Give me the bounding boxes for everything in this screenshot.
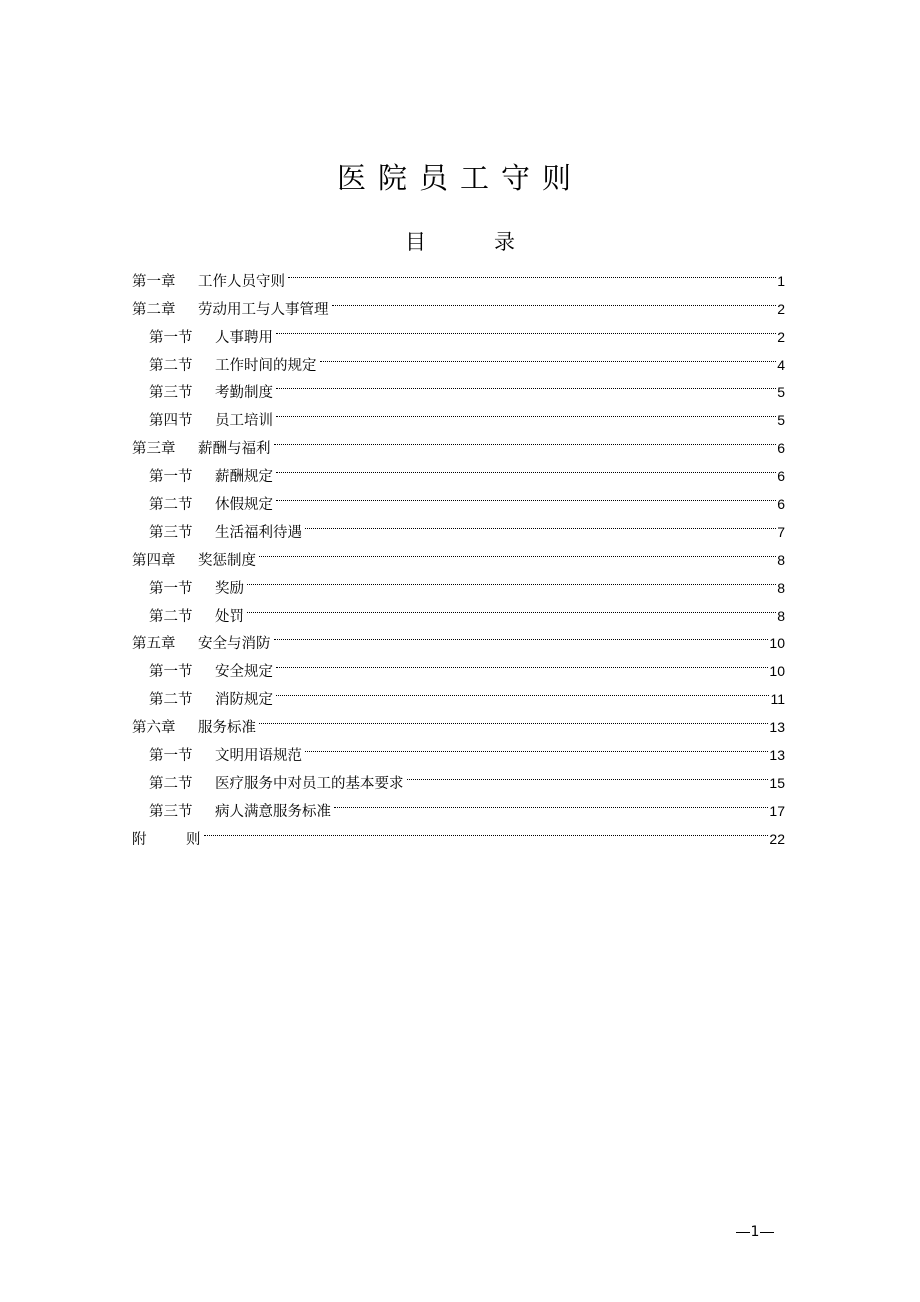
dot-leader: [305, 509, 776, 537]
dot-leader: [274, 621, 769, 649]
dot-leader: [276, 314, 776, 342]
toc-entry-page: 2: [777, 300, 785, 317]
toc-heading: [0, 227, 920, 257]
toc-entry-page: 11: [770, 691, 785, 708]
toc-entry-page: 8: [777, 579, 785, 596]
toc-entry-number: 第二节: [149, 775, 193, 792]
dot-leader: [247, 565, 776, 593]
toc-entry-number: 第三章: [132, 441, 176, 458]
page-number: [720, 1222, 790, 1242]
dot-leader: [407, 760, 769, 788]
footer-dash-right: [760, 1232, 774, 1233]
toc-entry-title: 劳动用工与人事管理: [198, 301, 329, 318]
toc-entry-number: 第二节: [149, 608, 193, 625]
dot-leader: [334, 788, 768, 816]
toc-entry-page: 1: [777, 272, 785, 289]
dot-leader: [320, 342, 777, 370]
toc-entry-page: 6: [777, 496, 785, 513]
dot-leader: [276, 453, 776, 481]
toc-entry-number: 第一节: [149, 469, 193, 486]
toc-entry-number: 第六章: [132, 720, 176, 737]
toc-entry-title: 文明用语规范: [215, 748, 302, 765]
dot-leader: [276, 648, 768, 676]
toc-entry-number: 第四节: [149, 413, 193, 430]
dot-leader: [332, 286, 777, 314]
toc-entry-title: 薪酬与福利: [198, 441, 271, 458]
toc-entry-page: 4: [777, 356, 785, 373]
page-number-value: 1: [750, 1224, 760, 1240]
toc-entry-page: 7: [777, 523, 785, 540]
toc-entry-title: 病人满意服务标准: [215, 803, 331, 820]
toc-entry-title: 则: [186, 831, 201, 848]
toc-entry-page: 6: [777, 440, 785, 457]
toc-entry-number: 第二节: [149, 497, 193, 514]
toc-entry-number: 第二章: [132, 301, 176, 318]
toc-entry-page: 13: [769, 719, 785, 736]
toc-entry-number: 第三节: [149, 803, 193, 820]
toc-entry-number: 第一章: [132, 273, 176, 290]
toc-entry-title: 安全规定: [215, 664, 273, 681]
toc-entry-number: 第一节: [149, 329, 193, 346]
toc-entry-page: 8: [777, 551, 785, 568]
toc-entry-title: 人事聘用: [215, 329, 273, 346]
dot-leader: [305, 732, 768, 760]
dot-leader: [276, 481, 776, 509]
dot-leader: [276, 370, 776, 398]
toc-entry-appendix[interactable]: [132, 816, 785, 848]
toc-entry-title: 处罚: [215, 608, 244, 625]
table-of-contents: [132, 258, 785, 848]
toc-entry-number: 第一节: [149, 748, 193, 765]
toc-entry-page: 10: [769, 635, 785, 652]
dot-leader: [276, 397, 776, 425]
dot-leader: [276, 676, 769, 704]
toc-entry-title: 奖励: [215, 580, 244, 597]
toc-entry-page: 6: [777, 468, 785, 485]
toc-entry-title: 薪酬规定: [215, 469, 273, 486]
toc-heading-left: 目: [405, 230, 426, 254]
toc-entry-page: 5: [777, 384, 785, 401]
toc-entry-number: 附: [132, 831, 147, 848]
toc-entry-number: 第五章: [132, 636, 176, 653]
toc-entry-title: 考勤制度: [215, 385, 273, 402]
toc-entry-title: 奖惩制度: [198, 552, 256, 569]
toc-heading-right: 录: [494, 230, 515, 254]
toc-entry-page: 2: [777, 328, 785, 345]
toc-entry-page: 8: [777, 607, 785, 624]
dot-leader: [259, 537, 776, 565]
toc-entry-title: 工作时间的规定: [215, 357, 317, 374]
toc-entry-number: 第一节: [149, 580, 193, 597]
dot-leader: [274, 425, 777, 453]
toc-entry-title: 休假规定: [215, 497, 273, 514]
toc-entry-title: 工作人员守则: [198, 273, 285, 290]
toc-entry-page: 5: [777, 412, 785, 429]
toc-entry-title: 员工培训: [215, 413, 273, 430]
footer-dash-left: [736, 1232, 750, 1233]
dot-leader: [288, 258, 776, 286]
toc-entry-title: 服务标准: [198, 720, 256, 737]
toc-entry-number: 第三节: [149, 385, 193, 402]
toc-entry-page: 22: [769, 830, 785, 847]
toc-entry-number: 第二节: [149, 692, 193, 709]
toc-entry-page: 13: [769, 747, 785, 764]
toc-entry-page: 15: [769, 774, 785, 791]
dot-leader: [259, 704, 768, 732]
toc-entry-number: 第二节: [149, 357, 193, 374]
toc-entry-title: 生活福利待遇: [215, 524, 302, 541]
dot-leader: [204, 816, 769, 844]
toc-entry-chapter-1[interactable]: [132, 258, 785, 290]
toc-entry-title: 消防规定: [215, 692, 273, 709]
toc-entry-title: 医疗服务中对员工的基本要求: [215, 775, 404, 792]
toc-entry-number: 第三节: [149, 524, 193, 541]
document-title: 医院员工守则: [336, 161, 583, 195]
toc-entry-title: 安全与消防: [198, 636, 271, 653]
dot-leader: [247, 593, 776, 621]
toc-entry-page: 10: [769, 663, 785, 680]
toc-entry-number: 第一节: [149, 664, 193, 681]
toc-entry-number: 第四章: [132, 552, 176, 569]
toc-entry-page: 17: [769, 802, 785, 819]
